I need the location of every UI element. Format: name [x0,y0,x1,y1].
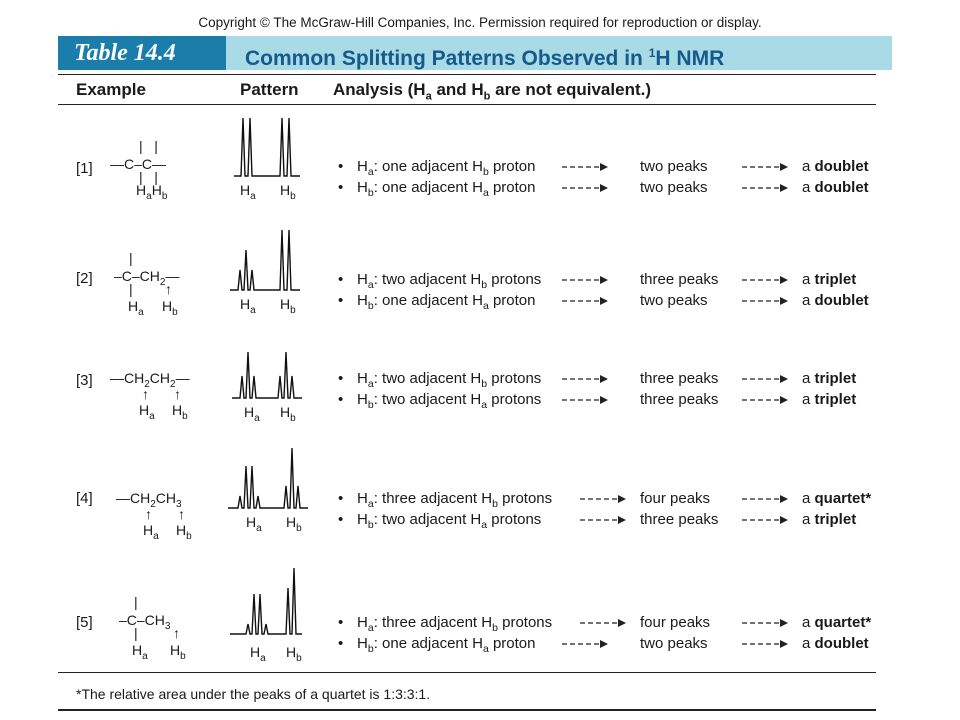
dashed-arrow-icon [562,394,608,406]
structure-3: $—CH_2CH_2—$ ↑ ↑ $H_a$ $H_b$ [110,370,190,422]
footnote: *The relative area under the peaks of a quartet is 1:3:3:1. [76,686,431,702]
dashed-arrow-icon [580,514,626,526]
table-title: Common Splitting Patterns Observed in $^1$H NMR [245,46,725,70]
structure-5: | $-C-CH_3$ | ↑ $H_a$ $H_b$ [119,594,186,662]
structure-2: | $-C-CH_2—$ | ↑ $H_a$ $H_b$ [114,250,180,318]
dashed-arrow-icon [580,617,626,629]
header-divider [58,104,876,105]
row-number: [2] [76,270,93,287]
dashed-arrow-icon [742,161,788,173]
structure-4: $—CH_2CH_3$ ↑ ↑ $H_a$ $H_b$ [116,490,192,542]
dashed-arrow-icon [742,373,788,385]
table-banner [58,36,892,70]
row-number: [3] [76,372,93,389]
pattern-1: $H_a$ $H_b$ [228,114,312,200]
dashed-arrow-icon [742,295,788,307]
row-number: [1] [76,160,93,177]
analysis-line: • $H_a$: three adjacent $H_b$ protons four peaks a quartet* [338,614,872,634]
structure-1: | | —C–C— | | $H_aH_b$ [110,138,168,202]
analysis-line: • $H_b$: two adjacent $H_a$ protons three peaks a triplet [338,391,857,411]
bottom-rule [58,709,876,711]
dashed-arrow-icon [562,161,608,173]
analysis-line: • $H_a$: two adjacent $H_b$ protons three peaks a triplet [338,271,857,291]
dashed-arrow-icon [562,373,608,385]
analysis-line: • $H_b$: one adjacent $H_a$ proton two peaks a doublet [338,179,869,199]
header-divider-top [58,74,876,75]
dashed-arrow-icon [742,274,788,286]
analysis-line: • $H_b$: two adjacent $H_a$ protons three peaks a triplet [338,511,857,531]
analysis-line: • $H_a$: one adjacent $H_b$ proton two peaks a doublet [338,158,869,178]
dashed-arrow-icon [562,274,608,286]
pattern-2: $H_a$ $H_b$ [228,228,312,314]
footer-divider [58,672,876,673]
row-number: [5] [76,614,93,631]
row-number: [4] [76,490,93,507]
dashed-arrow-icon [742,638,788,650]
pattern-3: $H_a$ $H_b$ [228,336,312,422]
dashed-arrow-icon [742,182,788,194]
dashed-arrow-icon [562,638,608,650]
pattern-4: $H_a$ $H_b$ [228,446,312,532]
analysis-line: • $H_b$: one adjacent $H_a$ proton two peaks a doublet [338,292,869,312]
copyright-notice: Copyright © The McGraw-Hill Companies, Inc. Permission required for reproduction or display. [198,15,762,30]
header-pattern: Pattern [240,80,299,99]
table-label: Table 14.4 [58,36,226,70]
header-example: Example [76,80,146,99]
dashed-arrow-icon [562,295,608,307]
dashed-arrow-icon [742,617,788,629]
dashed-arrow-icon [742,493,788,505]
dashed-arrow-icon [742,394,788,406]
analysis-line: • $H_a$: two adjacent $H_b$ protons three peaks a triplet [338,370,857,390]
dashed-arrow-icon [562,182,608,194]
analysis-line: • $H_a$: three adjacent $H_b$ protons four peaks a quartet* [338,490,872,510]
dashed-arrow-icon [580,493,626,505]
analysis-line: • $H_b$: one adjacent $H_a$ proton two peaks a doublet [338,635,869,655]
header-analysis: Analysis ($H_a$ and $H_b$ are not equivalent.) [333,80,651,103]
dashed-arrow-icon [742,514,788,526]
pattern-5: $H_a$ $H_b$ [228,568,312,654]
